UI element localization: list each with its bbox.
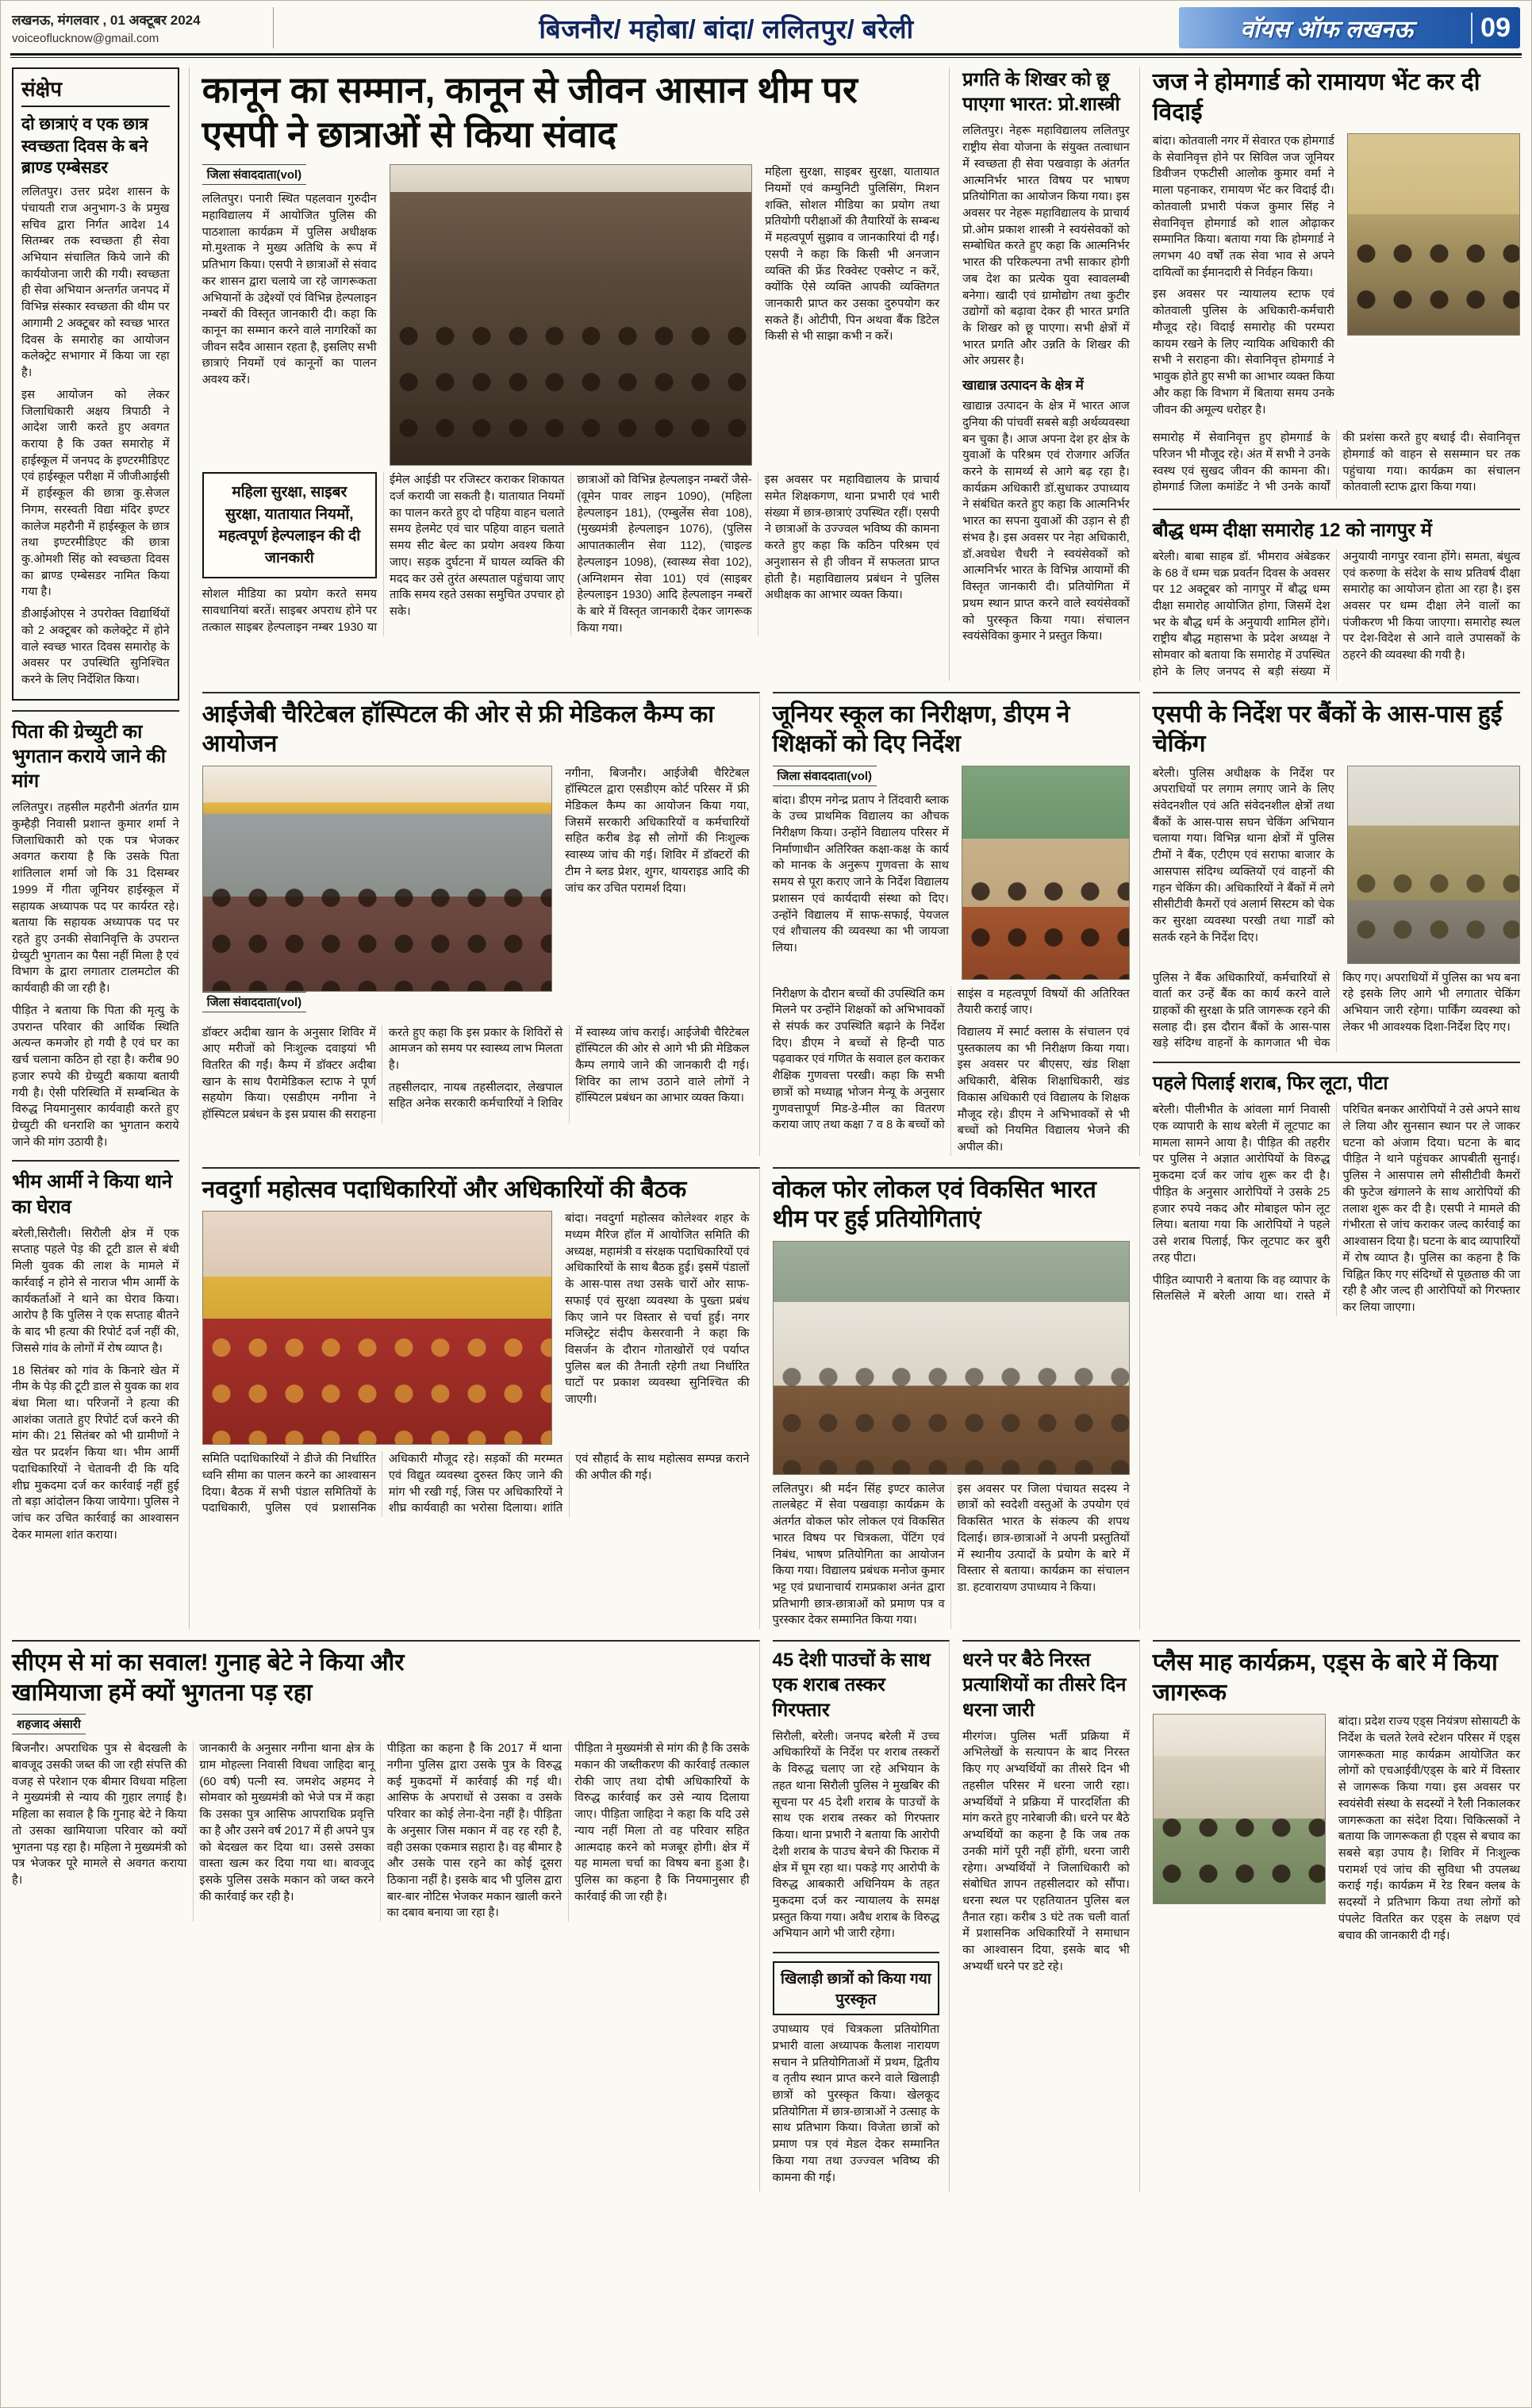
article-bhim-army-protest	[12, 1160, 179, 1543]
farewell-layout	[1153, 133, 1520, 424]
navdurga-meeting-photo	[202, 1211, 553, 1445]
article-medical-camp	[202, 692, 760, 1156]
article-paragraph: पुलिस ने बैंक अधिकारियों, कर्मचारियों से वार्ता कर उन्हें बैंक का कार्य करने वाले ग्राहकों की सुरक्षा के प्रति जागरूक रहने की सलाह दी। इस दौरान बैंकों के आस-पास खड़े संदिग्ध वाहनों के कागजात भी चेक किए गए। अपराधियों में पुलिस का भय बना रहे इसके लिए आगे भी लगातार चेकिंग अभियान जारी रहेगा। पार्किंग व्यवस्था को लेकर भी आवश्यक दिशा-निर्देश दिए गए।	[1152, 971, 1520, 1050]
byline: जिला संवाददाता(vol)	[202, 164, 307, 185]
article-paragraph: सिरौली, बरेली। जनपद बरेली में उच्च अधिकारियों के निर्देश पर शराब तस्करों के विरुद्ध चलाए जा रहे अभियान के तहत थाना सिरौली पुलिस ने मुखबिर की सूचना पर 45 देशी शराब के पाउचों के साथ एक शराब तस्कर को गिरफ्तार किया। थाना प्रभारी ने बताया कि आरोपी देशी शराब के पाउच बेचने की फिराक में क्षेत्र में घूम रहा था। पकड़े गए आरोपी के विरुद्ध आबकारी अधिनियम के तहत मुकदमा दर्ज कर न्यायालय के समक्ष प्रस्तुत किया गया। अवैध शराब के विरुद्ध अभियान आगे भी जारी रहेगा।	[772, 1730, 940, 1941]
headline: धरने पर बैठे निरस्त प्रत्याशियों का तीसरे दिन धरना जारी	[962, 1649, 1127, 1721]
article-paragraph: बांदा। नवदुर्गा महोत्सव कोलेश्वर शहर के मध्यम मैरिज हॉल में आयोजित समिति की अध्यक्ष, महामंत्री व संरक्षक पदाधिकारियों एवं अधिकारियों के साथ बैठक हुई। इसमें पंडालों के आस-पास तथा उसके चारों ओर साफ-सफाई एवं सुरक्षा व्यवस्था के पुख्ता प्रबंध किए जाने पर विस्तार से चर्चा हुई। नगर मजिस्ट्रेट संदीप केसरवानी ने कहा कि विसर्जन के दौरान गोताखोरों एवं पर्याप्त पुलिस बल की तैनाती रहेगी तथा निर्धारित घाटों पर प्रकाश व्यवस्था सुनिश्चित की जाएगी।	[565, 1212, 750, 1407]
article-body	[21, 184, 170, 689]
contact-email: voiceoflucknow@gmail.com	[12, 32, 159, 45]
headline: प्रगति के शिखर को छू पाएगा भारत: प्रो.शास्त्री	[962, 69, 1120, 116]
header-dateline-block	[12, 7, 274, 48]
article-paragraph: तहसीलदार, नायब तहसीलदार, लेखपाल सहित अनेक सरकारी कर्मचारियों ने शिविर में स्वास्थ्य जांच कराई। आईजेबी चैरिटेबल हॉस्पिटल की ओर से आगे भी फ्री मेडिकल कैम्प लगाये जाने की जानकारी दी गई। शिविर का लाभ उठाने वाले लोगों ने हॉस्पिटल प्रबंधन का आभार व्यक्त किया।	[388, 1026, 750, 1111]
article-paragraph: समारोह में सेवानिवृत्त हुए होमगार्ड के परिजन भी मौजूद रहे। अंत में सभी ने उनके स्वस्थ एवं सुखद जीवन की कामना की। होमगार्ड जिला कमांडेंट ने भी उनके कार्यों की प्रशंसा करते हुए बधाई दी। सेवानिवृत्त होमगार्ड को वाहन से ससम्मान घर तक पहुंचाया गया। कार्यक्रम का संचालन कोतवाली स्टाफ द्वारा किया गया।	[1152, 432, 1520, 494]
medical-camp-photo	[202, 766, 553, 992]
checking-layout	[1153, 766, 1520, 964]
headline: नवदुर्गा महोत्सव पदाधिकारियों और अधिकारियों की बैठक	[202, 1176, 687, 1203]
article-body	[962, 1729, 1130, 1976]
article-body	[773, 1729, 940, 1942]
byline: शहजाद अंसारी	[12, 1714, 86, 1734]
inspection-layout	[773, 766, 1130, 980]
lead-left-column	[202, 164, 377, 466]
medical-bottom-flow	[202, 1025, 750, 1123]
masthead-banner	[1179, 7, 1520, 48]
article-paragraph: बिजनौर। अपराधिक पुत्र से बेदखली के बावजूद उसकी जब्त की जा रही संपत्ति की वजह से परेशान एक बीमार विधवा महिला ने मुख्यमंत्री से न्याय की गुहार लगाई है। महिला का सवाल है कि गुनाह बेटे ने किया तो उसका खामियाजा परिवार को क्यों भुगतना पड़ रहा है। महिला ने मुख्यमंत्री को पत्र भेजकर पूरे मामले से अवगत कराया है।	[12, 1742, 187, 1887]
article-paragraph: खाद्यान्न उत्पादन के क्षेत्र में भारत आज दुनिया की पांचवीं सबसे बड़ी अर्थव्यवस्था बन चुका है। आज अपना देश हर क्षेत्र के युवाओं के परिश्रम एवं रोजगार अर्जित करने के सामर्थ्य से आगे बढ़ रहा है। कार्यक्रम अधिकारी डॉ.सुधाकर उपाध्याय ने संबंधित करते हुए कहा कि आत्मनिर्भर भारत का सपना युवाओं की उड़ान से ही संभव है। इस अवसर पर नेहा अधिकारी, डॉ.अवधेश चैधरी ने स्वयंसेवकों को आत्मनिर्भर भारत के विभिन्न आयामों की विस्तृत जानकारी दी। प्रतियोगिता में प्रथम स्थान प्राप्त करने वाले स्वयंसेवकों को पुरस्कृत किया गया। संचालन स्वयंसेविका कुमार ने प्रस्तुत किया।	[962, 400, 1130, 643]
article-body	[1153, 766, 1334, 964]
article-paragraph: ललितपुर। उत्तर प्रदेश शासन के पंचायती राज अनुभाग-3 के प्रमुख सचिव द्वारा निर्गत आदेश 14 सितम्बर तक स्वच्छता ही सेवा अभियान संचालित किये जाने की कार्ययोजना जारी की गयी। स्वच्छता ही सेवा अभियान अन्तर्गत जनपद में विभिन्न संस्कार स्वच्छता की थीम पर आगामी 2 अक्टूबर को स्वच्छ भारत दिवस के समारोह का आयोजन कलेक्ट्रेट सभागार में किया जा रहा है।	[21, 186, 170, 380]
article-paragraph: बांदा। प्रदेश राज्य एड्स नियंत्रण सोसायटी के निर्देश के चलते रेलवे स्टेशन परिसर में एड्स जागरूकता माह कार्यक्रम आयोजित कर लोगों को एचआईवी/एड्स के बारे में विस्तार से जागरूक किया गया। इस अवसर पर स्वयंसेवी संस्था के सदस्यों ने रैली निकालकर जागरूकता का संदेश दिया। चिकित्सकों ने बताया कि जागरूकता ही एड्स से बचाव का सबसे बड़ा उपाय है। शिविर में निःशुल्क परामर्श एवं जांच की सुविधा भी उपलब्ध कराई गई। कार्यक्रम में रेड रिबन क्लब के सदस्यों ने प्रतिभाग किया तथा लोगों को पंपलेट वितरित कर एड्स के लक्षण एवं बचाव की जानकारी दी गई।	[1338, 1715, 1520, 1942]
article-paragraph: 18 सितंबर को गांव के किनारे खेत में नीम के पेड़ की टूटी डाल से युवक का शव बंधा मिला था। परिजनों ने हत्या की आशंका जताते हुए रिपोर्ट दर्ज करने की मांग की। 21 सितंबर को भी ग्रामीणों ने खेत पर प्रदर्शन किया था। भीम आर्मी पदाधिकारियों ने चेतावनी दी कि यदि शीघ्र मुकदमा दर्ज कर कार्रवाई नहीं हुई तो बड़ा आंदोलन किया जायेगा। पुलिस ने जांच कर उचित कार्रवाई का आश्वासन देकर मामला शांत कराया।	[12, 1364, 179, 1542]
headline: सीएम से मां का सवाल! गुनाह बेटे ने किया और खामियाजा हमें क्यों भुगतना पड़ रहा	[12, 1649, 405, 1706]
article-paragraph: पीड़ित व्यापारी ने बताया कि वह व्यापार के सिलसिले में बरेली आया था। रास्ते में परिचित बनकर आरोपियों ने उसे अपने साथ ले लिया और सुनसान स्थान पर ले जाकर घटना को अंजाम दिया। घटना के बाद पीड़ित ने थाने पहुंचकर आपबीती सुनाई। पुलिस ने आसपास लगे सीसीटीवी कैमरों की फुटेज खंगालने के साथ आरोपियों की तलाश शुरू कर दी है। एसपी ने मामले की गंभीरता से जांच कराकर जल्द कार्रवाई का आश्वासन दिया है। घटना के बाद व्यापारियों में रोष व्याप्त है। पुलिस का कहना है कि चिह्नित किए गए संदिग्धों से पूछताछ की जा रही है और जल्द ही आरोपियों को गिरफ्तार कर लिया जाएगा।	[1152, 1104, 1520, 1314]
aids-layout	[1153, 1714, 1520, 1949]
aids-awareness-photo	[1153, 1714, 1326, 1904]
article-sp-student-interaction	[202, 67, 950, 681]
article-paragraph: इस अवसर पर जिला पंचायत सदस्य ने छात्रों को स्वदेशी वस्तुओं के उपयोग एवं विकसित भारत के संकल्प की शपथ दिलाई। छात्र-छात्राओं ने अपनी प्रस्तुतियों में स्थानीय उत्पादों के प्रयोग के बारे में विस्तार से बताया। कार्यक्रम का संचालन डा. हटवारायण उपाध्याय ने किया।	[957, 1482, 1130, 1595]
article-navdurga-meeting	[202, 1167, 760, 1629]
article-buddh-dhamma	[1153, 509, 1520, 681]
article-body	[1153, 549, 1520, 681]
checking-bottom-flow	[1153, 970, 1520, 1053]
article-paragraph: ललितपुर। नेहरू महाविद्यालय ललितपुर राष्ट्रीय सेवा योजना के संयुक्त तत्वाधान में स्वच्छता ही सेवा पखवाड़ा के अंतर्गत आत्मनिर्भर भारत विषय पर भाषण प्रतियोगिता का आयोजन किया गया। इस अवसर पर नेहरू महाविद्यालय के प्राचार्य प्रो.ओम प्रकाश शास्त्री ने स्वयंसेवकों को सम्बोधित करते हुए कहा कि आत्मनिर्भर भारत की परिकल्पना तभी साकार होगी जब देश का प्रत्येक युवा स्वावलम्बी बनेगा। खादी एवं ग्रामोद्योग तथा कुटीर उद्योगों को बढ़ावा देकर ही भारत प्रगति के शिखर को छू पाएगा। सभी क्षेत्रों में भारत प्रगति और उन्नति के शिखर की ओर अग्रसर है।	[962, 125, 1130, 368]
article-body	[12, 1226, 179, 1544]
navdurga-bottom-flow	[202, 1451, 750, 1517]
article-vocal-for-local	[773, 1167, 1140, 1629]
headline: बौद्ध धम्म दीक्षा समारोह 12 को नागपुर में	[1152, 519, 1432, 541]
edition-dateline: लखनऊ, मंगलवार , 01 अक्टूबर 2024	[12, 13, 201, 28]
medical-photo-block	[202, 766, 553, 1019]
lead-right-column	[765, 164, 939, 466]
article-body	[773, 1481, 1130, 1629]
article-paragraph: महिला सुरक्षा, साइबर सुरक्षा, यातायात नियमों एवं कम्युनिटी पुलिसिंग, मिशन शक्ति, सोशल मीडिया का प्रयोग तथा प्रतियोगी परीक्षाओं की तैयारियों के सम्बन्ध में महत्वपूर्ण सुझाव व जानकारियां दी गईं। एसपी ने कहा कि किसी भी अनजान व्यक्ति की फ्रेंड रिक्वेस्ट एक्सेप्ट न करें, क्योंकि ऐसे व्यक्ति आपकी व्यक्तिगत जानकारी प्राप्त कर उसका दुरुपयोग कर सकते हैं। ओटीपी, पिन अथवा बैंक डिटेल किसी से भी साझा कभी न करें।	[765, 166, 940, 344]
article-body	[565, 766, 749, 1019]
content-grid	[1, 61, 1531, 2203]
article-paragraph: पीड़िता का कहना है कि 2017 में थाना नगीना पुलिस द्वारा उसके पुत्र के विरुद्ध कई मुकदमों में कार्रवाई की गई थी। आसिफ के अपराधों से उसका व उसके परिवार का कोई लेना-देना नहीं है। पीड़िता के अनुसार जिस मकान में वह रह रही है, वही उसका एकमात्र सहारा है। वह बीमार है और उसके पास रहने का कोई दूसरा ठिकाना नहीं है। इसके बाद भी पुलिस द्वारा बार-बार नोटिस भेजकर मकान खाली करने का दबाव बनाया जा रहा है।	[386, 1742, 563, 1920]
article-body	[773, 2022, 940, 2186]
article-body	[202, 191, 377, 389]
article-gratuity-demand	[12, 710, 179, 1151]
article-paragraph: छात्राओं को विभिन्न हेल्पलाइन नम्बरों जैसे- (वूमेन पावर लाइन 1090), (महिला हेल्पलाइन 181), (एम्बुलेंस सेवा 108), (मुख्यमंत्री हेल्पलाइन 1076), (पुलिस आपातकालीन सेवा 112), (चाइल्ड हेल्पलाइन 1098), (स्वास्थ्य सेवा 102), (अग्निशमन सेवा 101) एवं (साइबर हेल्पलाइन 1930) आदि हेल्पलाइन नम्बरों के बारे में विस्तृत जानकारी देकर जागरूक किया गया।	[577, 474, 752, 635]
headline: पहले पिलाई शराब, फिर लूटा, पीटा	[1152, 1073, 1388, 1095]
article-paragraph: डॉक्टर अदीबा खान के अनुसार शिविर में आए मरीजों को निःशुल्क दवाइयां भी वितरित की गईं। कैम्प में डॉक्टर अदीबा खान के साथ पैरामेडिकल स्टाफ ने पूर्ण सहयोग किया। एसडीएम नगीना ने हॉस्पिटल प्रबंधन के इस प्रयास की सराहना करते हुए कहा कि इस प्रकार के शिविरों से आमजन को समय पर स्वास्थ्य लाभ मिलता है।	[202, 1026, 563, 1122]
header-brand-block	[1179, 7, 1520, 48]
masthead-title: वॉयस ऑफ लखनऊ	[1240, 16, 1413, 43]
headline: खिलाड़ी छात्रों को किया गया पुरस्कृत	[773, 1961, 940, 2015]
headline: आईजेबी चैरिटेबल हॉस्पिटल की ओर से फ्री मेडिकल कैम्प का आयोजन	[202, 701, 715, 758]
article-body	[1153, 133, 1334, 424]
headline: प्लैस माह कार्यक्रम, एड्स के बारे में किया जागरूक	[1152, 1649, 1498, 1706]
article-paragraph: ललितपुर। तहसील महरौनी अंतर्गत ग्राम कुम्हैड़ी निवासी प्रशान्त कुमार शर्मा ने जिलाधिकारी को एक पत्र भेजकर अवगत कराया है कि उसके पिता शांतिलाल शर्मा जो कि 31 दिसम्बर 1999 में गीता जूनियर हाईस्कूल में सहायक अध्यापक पद पर कार्यरत रहे। बताया कि सहायक अध्यापक पद पर रहते हुए उनकी सेवानिवृत्ति के उपरान्त ग्रेच्युटी भुगतान का पैसा नहीं मिला है एवं विभाग के द्वारा लगातार टालमटोल की कार्यवाही की जा रही है।	[12, 801, 179, 996]
farewell-ceremony-photo	[1347, 133, 1520, 336]
briefs-section-label: संक्षेप	[21, 74, 170, 107]
headline: वोकल फोर लोकल एवं विकसित भारत थीम पर हुई प्रतियोगिताएं	[772, 1176, 1096, 1233]
article-paragraph: नगीना, बिजनौर। आईजेबी चैरिटेबल हॉस्पिटल द्वारा एसडीएम कोर्ट परिसर में फ्री मेडिकल कैम्प का आयोजन किया गया, जिसमें सरकारी अधिकारियों व कर्मचारियों सहित करीब डेढ़ सौ लोगों की निःशुल्क स्वास्थ्य जांच की गई। शिविर में डॉक्टरों की टीम ने ब्लड प्रेशर, शुगर, थायराइड आदि की जांच कर उचित परामर्श दिया।	[565, 766, 750, 895]
edition-cities: बिजनौर/ महोबा/ बांदा/ ललितपुर/ बरेली	[539, 13, 914, 44]
highlight-box: महिला सुरक्षा, साइबर सुरक्षा, यातायात नियमों, महत्वपूर्ण हेल्पलाइन की दी जानकारी	[202, 472, 377, 578]
article-paragraph: इस अवसर पर महाविद्यालय के प्राचार्य समेत शिक्षकगण, थाना प्रभारी एवं भारी संख्या में छात्र-छात्राएं उपस्थित रहीं। एसपी ने छात्राओं के उज्ज्वल भविष्य की कामना करते हुए कहा कि कठिन परिश्रम एवं अनुशासन से ही जीवन में सफलता प्राप्त होती है। महाविद्यालय प्रबंधन ने पुलिस अधीक्षक का आभार व्यक्त किया।	[764, 474, 940, 602]
article-paragraph: मीरगंज। पुलिस भर्ती प्रक्रिया में अभिलेखों के सत्यापन के बाद निरस्त किए गए अभ्यर्थियों का तीसरे दिन भी तहसील परिसर में धरना जारी रहा। अभ्यर्थियों ने प्रक्रिया में पारदर्शिता की मांग करते हुए नारेबाजी की। धरने पर बैठे अभ्यर्थियों का कहना है कि जब तक उनकी मांगें पूरी नहीं होंगी, धरना जारी रहेगा। अभ्यर्थियों ने जिलाधिकारी को संबोधित ज्ञापन तहसीलदार को सौंपा। धरना स्थल पर एहतियातन पुलिस बल तैनात रहा। करीब 3 घंटे तक चली वार्ता में प्रशासनिक अधिकारियों ने समाधान का आश्वासन दिया, इसके बाद भी अभ्यर्थी धरने पर डटे रहे।	[962, 1730, 1130, 1973]
headline: पिता की ग्रेच्युटी का भुगतान कराये जाने की मांग	[12, 720, 166, 793]
article-paragraph: इस आयोजन को लेकर जिलाधिकारी अक्षय त्रिपाठी ने आदेश जारी करते हुए अवगत कराया है कि उक्त समारोह में हाईस्कूल में जनपद के इण्टरमीडिएट एवं हाईस्कूल परीक्षा में जीजीआईसी में हाईस्कूल की छात्रा कु.सेजल निगम, सरस्वती विद्या मंदिर इण्टर कालेज महरौनी में हाईस्कूल के छात्र तथा इण्टरमीडिएट की छात्रा कु.ओमशी सिंह को स्वच्छता दिवस का ब्राण्ड एम्बेसडर नामित किया गया है।	[21, 388, 170, 599]
article-school-inspection	[773, 692, 1140, 1156]
article-paragraph: निरीक्षण के दौरान बच्चों की उपस्थिति कम मिलने पर उन्होंने शिक्षकों को अभिभावकों से संपर्क कर उपस्थिति बढ़ाने के निर्देश दिए। डीएम ने बच्चों से हिन्दी पाठ पढ़वाकर एवं गणित के सवाल हल कराकर शैक्षिक गुणवत्ता परखी। कहा कि सभी छात्रों को मध्याह्न भोजन मेन्यू के अनुसार गुणवत्तापूर्ण मिड-डे-मील का वितरण कराया जाए तथा कक्षा 7 व 8 के बच्चों को साइंस व महत्वपूर्ण विषयों की अतिरिक्त तैयारी कराई जाए।	[772, 987, 1130, 1132]
school-inspection-photo	[962, 766, 1130, 980]
article-students-awarded	[773, 1952, 940, 2186]
header-editions-block	[288, 7, 1165, 48]
column5-bottom-stack	[773, 1640, 950, 2191]
article-paragraph: बरेली। पीलीभीत के आंवला मार्ग निवासी एक व्यापारी के साथ बरेली में लूटपाट का मामला सामने आया है। पीड़ित की तहरीर पर पुलिस ने अज्ञात आरोपियों के विरुद्ध मुकदमा दर्ज कर जांच शुरू कर दी है। पीड़ित के अनुसार आरोपियों ने उसके 25 हजार रुपये नकद और मोबाइल फोन लूट लिया। बताया गया कि आरोपियों ने पहले उसे शराब पिलाई, फिर लूटपाट कर बुरी तरह पीटा।	[1152, 1104, 1330, 1265]
headline: जूनियर स्कूल का निरीक्षण, डीएम ने शिक्षकों को दिए निर्देश	[772, 701, 1070, 758]
classroom-interaction-photo	[390, 164, 753, 466]
article-paragraph: सोशल मीडिया का प्रयोग करते समय सावधानियां बरतें। साइबर अपराध होने पर तत्काल साइबर हेल्पलाइन नम्बर 1930 या ईमेल आईडी पर रजिस्टर कराकर शिकायत दर्ज करायी जा सकती है। यातायात नियमों का पालन करते हुए दो पहिया वाहन चलाते समय हेलमेट एवं चार पहिया वाहन चलाते समय सीट बेल्ट का प्रयोग अवश्य किया जाए। सड़क दुर्घटना में घायल व्यक्ति की मदद कर उसे तुरंत अस्पताल पहुंचाया जाए ताकि समय रहते उसका समुचित उपचार हो सके।	[202, 474, 565, 634]
article-subhead: खाद्यान्न उत्पादन के क्षेत्र में	[962, 378, 1084, 394]
certificate-distribution-photo	[773, 1241, 1130, 1475]
article-candidates-dharna	[962, 1640, 1140, 2191]
byline: जिला संवाददाता(vol)	[202, 992, 307, 1012]
article-body	[1153, 1102, 1520, 1315]
article-paragraph: उपाध्याय एवं चित्रकला प्रतियोगिता प्रभारी वाला अध्यापक कैलाश नारायण सचान ने प्रतियोगिताओं में प्रथम, द्वितीय व तृतीय स्थान प्राप्त करने वाले खिलाड़ी छात्रों को पुरस्कृत किया। खेलकूद प्रतियोगिता में छात्र-छात्राओं ने उत्साह के साथ प्रतिभाग किया। विजेता छात्रों को प्रमाण पत्र एवं मेडल देकर सम्मानित किया गया तथा उज्ज्वल भविष्य की कामना की गई।	[772, 2023, 940, 2184]
article-brand-ambassador	[12, 67, 179, 701]
article-paragraph: जानकारी के अनुसार नगीना थाना क्षेत्र के ग्राम मोहल्ला निवासी विधवा जाहिदा बानू (60 वर्ष) पत्नी स्व. जमशेद अहमद ने सोमवार को मुख्यमंत्री को भेजे पत्र में कहा कि उसका पुत्र आसिफ आपराधिक प्रवृत्ति का है और उसने वर्ष 2017 में ही अपने पुत्र को बेदखल कर दिया था। उससे उसका वास्ता खत्म कर दिया गया था। बावजूद इसके पुलिस उसके मकान को जब्त करने की कार्रवाई कर रही है।	[199, 1742, 374, 1903]
article-paragraph: बरेली,सिरौली। सिरौली क्षेत्र में एक सप्ताह पहले पेड़ की टूटी डाल से बंधी मिली युवक की लाश के मामले में कार्रवाई न होने से नाराज भीम आर्मी के कार्यकर्ताओं ने थाने का घेराव किया। आरोप है कि पुलिस ने एक सप्ताह बीतने के बाद भी हत्या की रिपोर्ट दर्ज नहीं की, जिससे गांव के लोगों में रोष व्याप्त है।	[12, 1227, 179, 1355]
article-paragraph: बरेली। पुलिस अधीक्षक के निर्देश पर अपराधियों पर लगाम लगाए जाने के लिए संवेदनशील एवं अति संवेदनशील क्षेत्रों तथा बैंकों के आस-पास सघन चेकिंग अभियान चलाया गया। विभिन्न थाना क्षेत्रों में पुलिस टीमों ने बैंक, एटीएम एवं सराफा बाजार के आसपास संदिग्ध व्यक्तियों एवं वाहनों की गहन चेकिंग की। अधिकारियों ने बैंकों में लगे सीसीटीवी कैमरों एवं अलार्म सिस्टम को चेक कर सुरक्षा व्यवस्था परखी तथा गार्डों को सतर्क रहने के निर्देश दिए।	[1152, 766, 1334, 944]
article-body	[12, 800, 179, 1150]
byline: जिला संवाददाता(vol)	[773, 766, 877, 786]
article-paragraph: विद्यालय में स्मार्ट क्लास के संचालन एवं पुस्तकालय का भी निरीक्षण किया गया। इस अवसर पर बीएसए, खंड शिक्षा अधिकारी, बेसिक शिक्षाधिकारी, खंड विकास अधिकारी एवं विद्यालय के शिक्षक मौजूद रहे। डीएम ने अभिभावकों से भी बच्चों को नियमित विद्यालय भेजने की अपील की।	[957, 1025, 1130, 1154]
page-header	[1, 1, 1531, 52]
lead-headline: कानून का सम्मान, कानून से जीवन आसान थीम पर एसपी ने छात्राओं से किया संवाद	[202, 69, 858, 156]
page-number: 09	[1471, 13, 1511, 44]
headline: दो छात्राएं व एक छात्र स्वच्छता दिवस के बने ब्राण्ड एम्बेसडर	[21, 115, 148, 178]
medical-layout	[202, 766, 750, 1019]
left-briefs-column	[12, 67, 190, 1629]
article-cm-mother-question	[12, 1640, 760, 2191]
article-body	[773, 793, 949, 957]
article-paragraph: पीड़ित ने बताया कि पिता की मृत्यु के उपरान्त परिवार की आर्थिक स्थिति अत्यन्त कमजोर हो गयी है एवं घर का खर्च चलाना कठिन हो रहा है। करीब 90 हजार रुपये की ग्रेच्युटी बकाया बतायी गयी है। ऐसी परिस्थिति में सम्बन्धित के विरुद्ध नियमानुसार कार्यवाही करते हुए ग्रेच्युटी की धनराशि का भुगतान कराये जाने की मांग उठायी है।	[12, 1004, 179, 1149]
inspection-text-block	[773, 766, 949, 980]
lead-top-layout	[202, 164, 940, 466]
article-paragraph: समिति पदाधिकारियों ने डीजे की निर्धारित ध्वनि सीमा का पालन करने का आश्वासन दिया। बैठक में सभी पंडाल समितियों के पदाधिकारी, पुलिस एवं प्रशासनिक अधिकारी मौजूद रहे। सड़कों की मरम्मत एवं विद्युत व्यवस्था दुरुस्त किए जाने की मांग भी रखी गई, जिस पर अधिकारियों ने शीघ्र कार्यवाही का भरोसा दिलाया। शांति एवं सौहार्द के साथ महोत्सव सम्पन्न कराने की अपील की गई।	[202, 1453, 750, 1515]
article-bank-checking	[1153, 700, 1520, 1053]
article-body	[12, 1741, 750, 1922]
article-body	[962, 123, 1130, 645]
article-paragraph: बांदा। डीएम नगेन्द्र प्रताप ने तिंदवारी ब्लाक के उच्च प्राथमिक विद्यालय का औचक निरीक्षण किया। उन्होंने विद्यालय परिसर में निर्माणाधीन अतिरिक्त कक्षा-कक्ष के कार्य को मानक के अनुरूप गुणवत्ता के साथ समय से पूरा कराए जाने के निर्देश विद्यालय प्रशासन एवं कार्यदायी संस्था को दिए। उन्होंने विद्यालय में साफ-सफाई, पेयजल एवं शौचालय की व्यवस्था का भी जायजा लिया।	[772, 793, 949, 954]
article-judge-farewell	[1153, 67, 1520, 499]
inspection-bottom-flow	[773, 986, 1130, 1156]
navdurga-layout	[202, 1211, 750, 1445]
article-aids-awareness	[1153, 1640, 1520, 2191]
right-middle-stack	[1153, 692, 1520, 1630]
headline: एसपी के निर्देश पर बैंकों के आस-पास हुई चेकिंग	[1152, 701, 1503, 758]
article-body	[1338, 1714, 1520, 1949]
header-rule	[10, 53, 1522, 58]
article-body	[565, 1211, 749, 1445]
briefs-box	[12, 67, 179, 701]
headline: भीम आर्मी ने किया थाने का घेराव	[12, 1171, 173, 1218]
article-paragraph: ललितपुर। पनारी स्थित पहलवान गुरुदीन महाविद्यालय में आयोजित पुलिस की पाठशाला कार्यक्रम में पुलिस अधीक्षक मो.मुश्ताक ने मुख्य अतिथि के रूप में प्रतिभाग किया। एसपी ने छात्राओं से संवाद कर शासन द्वारा चलाये जा रहे जागरूकता अभियानों के उद्देश्यों एवं विभिन्न हेल्पलाइन नम्बरों की विस्तृत जानकारी दी। कहा कि कानून का सम्मान करने वाले नागरिकों का जीवन सदैव आसान रहता है, इसलिए सभी छात्राएं नियमों एवं कानूनों का पालन अवश्य करें।	[202, 193, 377, 387]
article-liquor-smuggler-arrest	[773, 1648, 940, 1942]
farewell-bottom-flow	[1153, 430, 1520, 498]
bank-checking-photo	[1347, 766, 1520, 964]
right-top-stack	[1153, 67, 1520, 681]
article-liquor-loot	[1153, 1062, 1520, 1316]
headline: जज ने होमगार्ड को रामायण भेंट कर दी विदाई	[1152, 69, 1480, 125]
article-paragraph: बरेली। बाबा साहब डॉ. भीमराव अंबेडकर के 68 वें धम्म चक्र प्रवर्तन दिवस के अवसर पर 12 अक्टूबर को नागपुर में बौद्ध धम्म दीक्षा समारोह आयोजित होगा, जिसमें देश भर के बौद्ध धर्म के अनुयायी शामिल होंगे। राष्ट्रीय बौद्ध महासभा के प्रदेश अध्यक्ष ने सोमवार को बताया कि समारोह में उपस्थित होने के लिए जनपद से बड़ी संख्या में अनुयायी नागपुर रवाना होंगे। समता, बंधुत्व एवं करुणा के संदेश के साथ प्रतिवर्ष दीक्षा समारोह का आयोजन होता आ रहा है। इस अवसर पर धम्म दीक्षा लेने वालों का पंजीकरण भी किया जाएगा। समारोह स्थल पर देश-विदेश से आने वाले उपासकों के ठहरने की व्यवस्था की गयी है।	[1152, 550, 1520, 678]
article-paragraph: डीआईओएस ने उपरोक्त विद्यार्थियों को 2 अक्टूबर को कलेक्ट्रेट में होने वाले स्वच्छ भारत दिवस समारोह के अवसर पर उपस्थिति सुनिश्चित करने के लिए निर्देशित किया।	[21, 608, 170, 686]
article-paragraph: पीड़िता ने मुख्यमंत्री से मांग की है कि उसके मकान की जब्तीकरण की कार्रवाई तत्काल रोकी जाए तथा दोषी अधिकारियों के विरुद्ध कार्रवाई कर उसे न्याय दिलाया जाए। पीड़िता जाहिदा ने कहा कि यदि उसे न्याय नहीं मिला तो वह परिवार सहित आत्मदाह करने को मजबूर होगी। क्षेत्र में यह मामला चर्चा का विषय बना हुआ है। पुलिस का कहना है कि नियमानुसार ही कार्रवाई की जा रही है।	[574, 1742, 750, 1903]
article-pragati-speech	[962, 67, 1140, 681]
article-paragraph: बांदा। कोतवाली नगर में सेवारत एक होमगार्ड के सेवानिवृत्त होने पर सिविल जज जूनियर डिवीजन एफटीसी आलोक कुमार वर्मा ने माला पहनाकर, रामायण भेंट कर विदाई दी। कोतवाली प्रभारी पंकज कुमार सिंह ने सेवानिवृत्त होमगार्ड को शाल ओढ़ाकर सम्मानित किया। बताया गया कि होमगार्ड ने लगभग 40 वर्षों तक सेवा भाव से अपने दायित्वों का ईमानदारी से निर्वहन किया।	[1152, 135, 1334, 279]
headline: 45 देशी पाउचों के साथ एक शराब तस्कर गिरफ्तार	[772, 1649, 931, 1721]
article-paragraph: इस अवसर पर न्यायालय स्टाफ एवं कोतवाली पुलिस के अधिकारी-कर्मचारी मौजूद रहे। विदाई समारोह की परम्परा कायम रखने के लिए न्यायिक अधिकारी की सभी ने सराहना की। सेवानिवृत्त होमगार्ड ने भावुक होते हुए सभी का आभार व्यक्त किया और कहा कि विभाग में बिताया समय उनके जीवन की अमूल्य धरोहर है।	[1152, 288, 1334, 417]
article-paragraph: ललितपुर। श्री मर्दन सिंह इण्टर कालेज तालबेहट में सेवा पखवाड़ा कार्यक्रम के अंतर्गत वोकल फोर लोकल एवं विकसित भारत विषय पर चित्रकला, पेंटिंग एवं निबंध, भाषण प्रतियोगिता का आयोजन किया गया। विद्यालय प्रबंधक मनोज कुमार भट्ट एवं प्रधानाचार्य रामप्रकाश अनंत द्वारा प्रतिभागी छात्र-छात्राओं को प्रमाण पत्र व पुरस्कार देकर सम्मानित किया गया।	[772, 1482, 945, 1627]
lead-bottom-flow	[202, 472, 940, 636]
